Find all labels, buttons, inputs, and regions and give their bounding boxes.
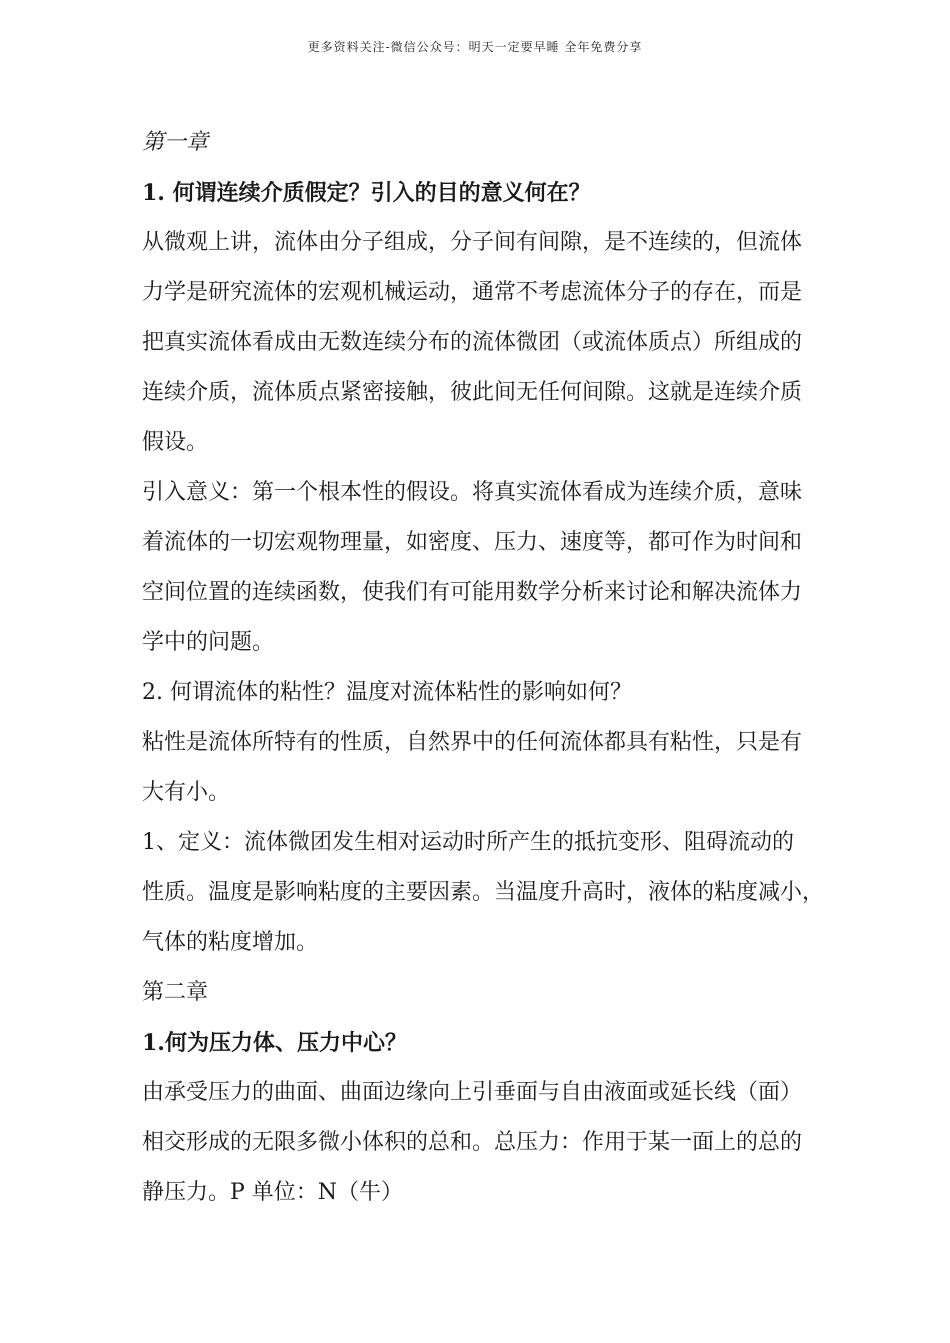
question-1	[142, 168, 822, 218]
answer-1-line: 力学是研究流体的宏观机械运动，通常不考虑流体分子的存在，而是	[142, 280, 803, 305]
answer-3-line: 相交形成的无限多微小体积的总和。总压力：作用于某一面上的总的	[142, 1130, 803, 1155]
answer-1b-line: 着流体的一切宏观物理量，如密度、压力、速度等，都可作为时间和	[142, 530, 803, 555]
chapter-2-heading: 第二章	[142, 980, 209, 1005]
question-1-text: 1. 何谓连续介质假定？引入的目的意义何在？	[142, 180, 591, 206]
answer-3-line: 由承受压力的曲面、曲面边缘向上引垂面与自由液面或延长线（面）	[142, 1080, 803, 1105]
answer-2-line: 大有小。	[142, 780, 231, 805]
answer-1-line: 把真实流体看成由无数连续分布的流体微团（或流体质点）所组成的	[142, 330, 803, 355]
answer-1b-line: 空间位置的连续函数，使我们有可能用数学分析来讨论和解决流体力	[142, 580, 803, 605]
answer-1-line: 假设。	[142, 430, 209, 455]
answer-2b-line: 1、定义：流体微团发生相对运动时所产生的抵抗变形、阻碍流动的	[142, 830, 794, 855]
question-3-text: 1.何为压力体、压力中心？	[142, 1030, 407, 1056]
question-3	[142, 1018, 822, 1068]
answer-2b-line: 气体的粘度增加。	[142, 930, 319, 955]
answer-3-line: 静压力。P 单位：N（牛）	[142, 1180, 404, 1205]
answer-1b-line: 引入意义：第一个根本性的假设。将真实流体看成为连续介质，意味	[142, 480, 803, 505]
answer-1-line: 从微观上讲，流体由分子组成，分子间有间隙，是不连续的，但流体	[142, 230, 803, 255]
page-header-watermark: 更多资料关注-微信公众号：明天一定要早睡 全年免费分享	[307, 40, 643, 54]
answer-2b-line: 性质。温度是影响粘度的主要因素。当温度升高时，液体的粘度减小，	[142, 880, 825, 905]
question-2: 2. 何谓流体的粘性？温度对流体粘性的影响如何？	[142, 680, 632, 705]
answer-2-line: 粘性是流体所特有的性质，自然界中的任何流体都具有粘性，只是有	[142, 730, 803, 755]
answer-1b-line: 学中的问题。	[142, 630, 275, 655]
document-body	[142, 118, 825, 1218]
answer-1-line: 连续介质，流体质点紧密接触，彼此间无任何间隙。这就是连续介质	[142, 380, 803, 405]
chapter-1-heading: 第一章	[142, 130, 209, 155]
